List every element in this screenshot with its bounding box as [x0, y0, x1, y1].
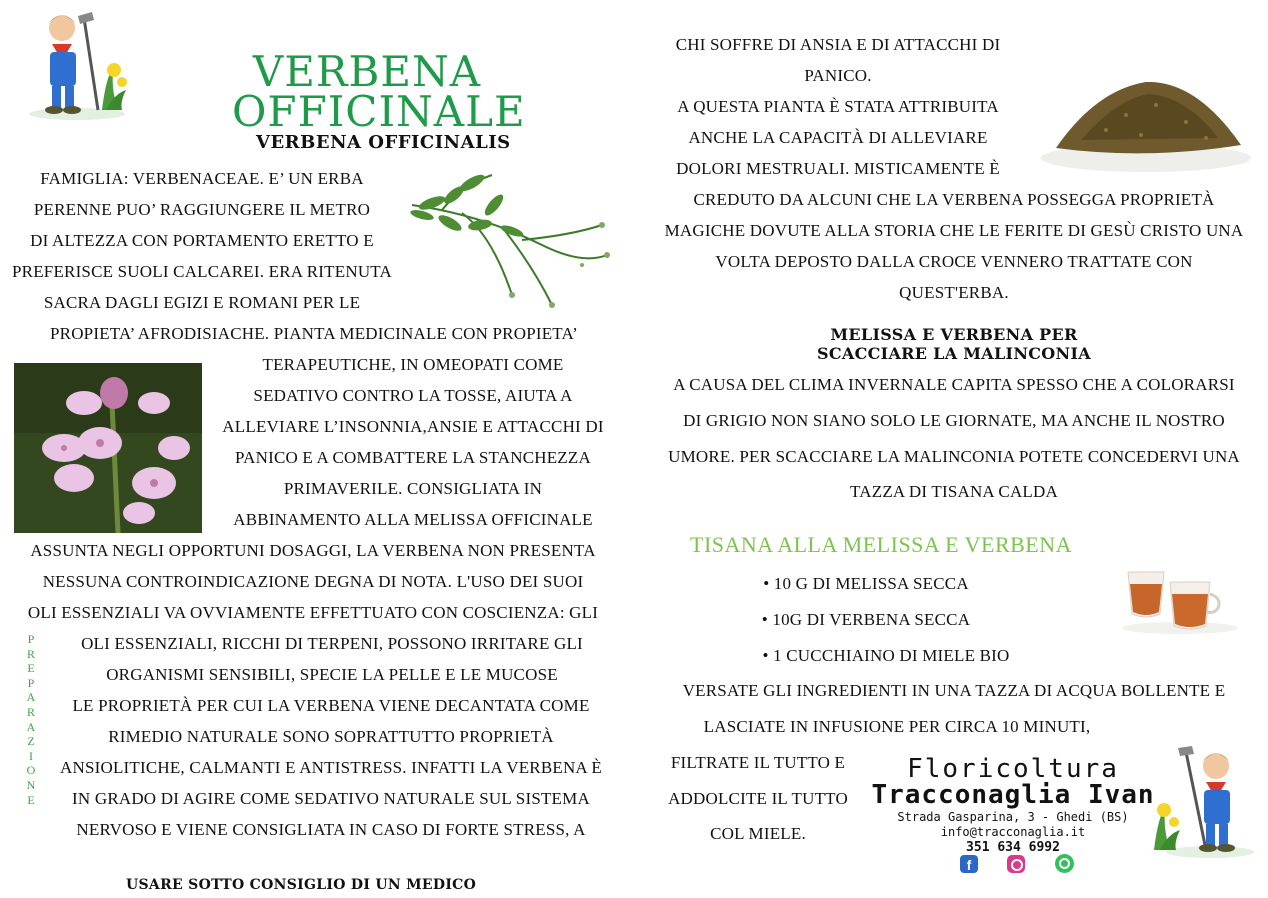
right-text-line: QUEST'ERBA.: [899, 283, 1009, 302]
vertical-letter: A: [26, 690, 36, 705]
right-text-line: DOLORI MESTRUALI. MISTICAMENTE È: [676, 159, 1000, 178]
left-text-line: ASSUNTA NEGLI OPPORTUNI DOSAGGI, LA VERBENA NON PRESENTA: [30, 541, 596, 560]
tea-cups-photo: [1118, 556, 1240, 636]
title-line-2: OFFICINALE: [232, 87, 526, 136]
recipe-step-line: LASCIATE IN INFUSIONE PER CIRCA 10 MINUTI,: [703, 717, 1091, 736]
latin-name: VERBENA OFFICINALIS: [256, 132, 511, 153]
vertical-letter: Z: [27, 734, 35, 749]
right-text-line: CREDUTO DA ALCUNI CHE LA VERBENA POSSEGGA PROPRIETÀ: [693, 190, 1215, 209]
verbena-flower-photo: [14, 363, 202, 533]
footer-note: USARE SOTTO CONSIGLIO DI UN MEDICO: [126, 877, 477, 893]
vertical-letter: P: [27, 632, 35, 646]
business-name-line-2: Tracconaglia Ivan: [871, 780, 1155, 810]
verbena-sprig-image: [402, 165, 617, 315]
left-text-line: NERVOSO E VIENE CONSIGLIATA IN CASO DI FORTE STRESS, A: [76, 820, 586, 839]
left-text-line: SACRA DAGLI EGIZI E ROMANI PER LE: [43, 293, 361, 312]
left-text-line: PRIMAVERILE. CONSIGLIATA IN: [283, 479, 543, 498]
right-text-line: A QUESTA PIANTA È STATA ATTRIBUITA: [677, 97, 999, 116]
vertical-letter: I: [29, 748, 33, 763]
left-text-line: RIMEDIO NATURALE SONO SOPRATTUTTO PROPRIETÀ: [108, 727, 554, 746]
dried-herb-photo: [1036, 30, 1256, 175]
title-line-1: VERBENA: [252, 47, 482, 96]
business-email[interactable]: info@tracconaglia.it: [940, 825, 1086, 839]
recipe-step-line: FILTRATE IL TUTTO E: [670, 753, 846, 772]
vertical-letter: N: [26, 777, 36, 792]
vertical-letter: E: [27, 792, 35, 807]
recipe-step-line: ADDOLCITE IL TUTTO: [668, 789, 848, 808]
vertical-letter: R: [26, 704, 35, 719]
melissa-text-line: TAZZA DI TISANA CALDA: [850, 482, 1058, 501]
business-phone: 351 634 6992: [966, 840, 1060, 855]
left-text-line: ALLEVIARE L’INSONNIA,ANSIE E ATTACCHI DI: [222, 417, 604, 436]
vertical-letter: E: [27, 661, 35, 676]
whatsapp-icon[interactable]: [1055, 854, 1074, 873]
left-text-line: ABBINAMENTO ALLA MELISSA OFFICINALE: [233, 510, 593, 529]
vertical-letter: P: [27, 675, 35, 690]
melissa-text-line: DI GRIGIO NON SIANO SOLO LE GIORNATE, MA ANCHE IL NOSTRO: [683, 411, 1225, 430]
left-text-line: OLI ESSENZIALI VA OVVIAMENTE EFFETTUATO CON COSCIENZA: GLI: [27, 603, 599, 622]
right-text-line: ANCHE LA CAPACITÀ DI ALLEVIARE: [688, 128, 988, 147]
left-text-line: ORGANISMI SENSIBILI, SPECIE LA PELLE E LE MUCOSE: [106, 665, 558, 684]
left-text-line: ANSIOLITICHE, CALMANTI E ANTISTRESS. INFATTI LA VERBENA È: [59, 758, 603, 777]
right-text-line: MAGICHE DOVUTE ALLA STORIA CHE LE FERITE DI GESÙ CRISTO UNA: [664, 221, 1244, 240]
ingredient-item: • 1 CUCCHIAINO DI MIELE BIO: [762, 646, 1010, 665]
melissa-text-line: UMORE. PER SCACCIARE LA MALINCONIA POTETE CONCEDERVI UNA: [668, 447, 1240, 466]
ingredient-item: • 10 G DI MELISSA SECCA: [763, 574, 969, 593]
left-text-line: DI ALTEZZA CON PORTAMENTO ERETTO E: [30, 231, 374, 250]
right-text-line: PANICO.: [804, 66, 872, 85]
left-text-line: OLI ESSENZIALI, RICCHI DI TERPENI, POSSONO IRRITARE GLI: [81, 634, 583, 653]
ingredient-item: • 10G DI VERBENA SECCA: [761, 610, 971, 629]
right-text-line: VOLTA DEPOSTO DALLA CROCE VENNERO TRATTATE CON: [715, 252, 1193, 271]
facebook-icon[interactable]: f: [960, 855, 978, 873]
business-name-line-1: Floricoltura: [907, 754, 1119, 784]
left-text-line: TERAPEUTICHE, IN OMEOPATI COME: [262, 355, 564, 374]
vertical-letter: O: [26, 763, 36, 778]
recipe-step-line: VERSATE GLI INGREDIENTI IN UNA TAZZA DI ACQUA BOLLENTE E: [682, 681, 1226, 700]
farmer-mascot-icon: [22, 6, 132, 121]
left-text-line: LE PROPRIETÀ PER CUI LA VERBENA VIENE DECANTATA COME: [72, 696, 590, 715]
left-text-line: FAMIGLIA: VERBENACEAE. E’ UN ERBA: [40, 169, 364, 188]
left-text-line: PREFERISCE SUOLI CALCAREI. ERA RITENUTA: [12, 262, 392, 281]
business-address: Strada Gasparina, 3 - Ghedi (BS): [897, 810, 1129, 824]
right-text-line: CHI SOFFRE DI ANSIA E DI ATTACCHI DI: [675, 35, 1001, 54]
instagram-icon[interactable]: [1007, 855, 1025, 873]
vertical-preparazione-label: [26, 632, 36, 807]
left-text-line: NESSUNA CONTROINDICAZIONE DEGNA DI NOTA. L'USO DEI SUOI: [42, 572, 584, 591]
left-text-line: PROPIETA’ AFRODISIACHE. PIANTA MEDICINALE CON PROPIETA’: [50, 324, 578, 343]
recipe-step-line: COL MIELE.: [710, 824, 806, 843]
vertical-letter: R: [26, 646, 35, 661]
melissa-text-line: A CAUSA DEL CLIMA INVERNALE CAPITA SPESSO CHE A COLORARSI: [673, 375, 1235, 394]
left-text-line: PERENNE PUO’ RAGGIUNGERE IL METRO: [33, 200, 371, 219]
recipe-heading: TISANA ALLA MELISSA E VERBENA: [690, 532, 1073, 557]
farmer-mascot-icon: [1150, 742, 1258, 860]
page-title: [232, 47, 526, 136]
melissa-heading: MELISSA E VERBENA PER SCACCIARE LA MALINCONIA: [817, 325, 1091, 363]
left-text-line: PANICO E A COMBATTERE LA STANCHEZZA: [235, 448, 591, 467]
vertical-letter: A: [26, 719, 36, 734]
left-text-line: IN GRADO DI AGIRE COME SEDATIVO NATURALE SUL SISTEMA: [72, 789, 590, 808]
left-text-line: SEDATIVO CONTRO LA TOSSE, AIUTA A: [253, 386, 573, 405]
